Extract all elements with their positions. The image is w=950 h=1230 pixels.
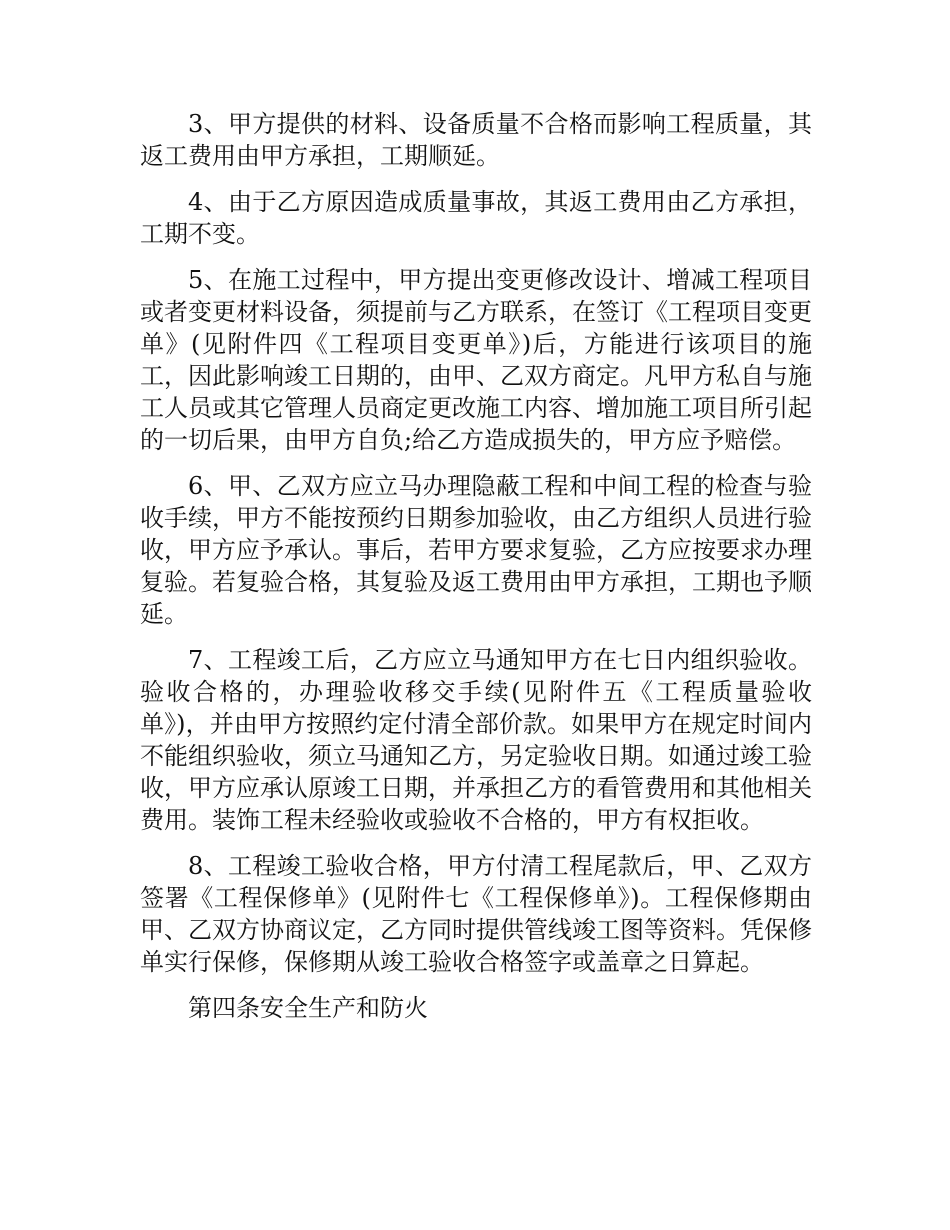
paragraph-clause-3: 3、甲方提供的材料、设备质量不合格而影响工程质量，其返工费用由甲方承担，工期顺延。 <box>140 110 812 170</box>
paragraph-clause-5: 5、在施工过程中，甲方提出变更修改设计、增减工程项目或者变更材料设备，须提前与乙方联系，在签订《工程项目变更单》(见附件四《工程项目变更单》)后，方能进行该项目的施工，因此影响竣工日期的，由甲、乙双方商定。凡甲方私自与施工人员或其它管理人员商定更改施工内容、增加施工项目所引起的一切后果，由甲方自负;给乙方造成损失的，甲方应予赔偿。 <box>140 266 812 454</box>
paragraph-clause-6: 6、甲、乙双方应立马办理隐蔽工程和中间工程的检查与验收手续，甲方不能按预约日期参加验收，由乙方组织人员进行验收，甲方应予承认。事后，若甲方要求复验，乙方应按要求办理复验。若复验合格，其复验及返工费用由甲方承担，工期也予顺延。 <box>140 472 812 628</box>
paragraph-clause-7: 7、工程竣工后，乙方应立马通知甲方在七日内组织验收。验收合格的，办理验收移交手续(见附件五《工程质量验收单》)，并由甲方按照约定付清全部价款。如果甲方在规定时间内不能组织验收，须立马通知乙方，另定验收日期。如通过竣工验收，甲方应承认原竣工日期，并承担乙方的看管费用和其他相关费用。装饰工程未经验收或验收不合格的，甲方有权拒收。 <box>140 646 812 834</box>
paragraph-clause-8: 8、工程竣工验收合格，甲方付清工程尾款后，甲、乙双方签署《工程保修单》(见附件七《工程保修单》)。工程保修期由甲、乙双方协商议定，乙方同时提供管线竣工图等资料。凭保修单实行保修，保修期从竣工验收合格签字或盖章之日算起。 <box>140 852 812 976</box>
paragraph-clause-4: 4、由于乙方原因造成质量事故，其返工费用由乙方承担，工期不变。 <box>140 188 812 248</box>
document-body <box>140 108 812 1038</box>
section-heading-article-4: 第四条安全生产和防火 <box>188 994 428 1022</box>
